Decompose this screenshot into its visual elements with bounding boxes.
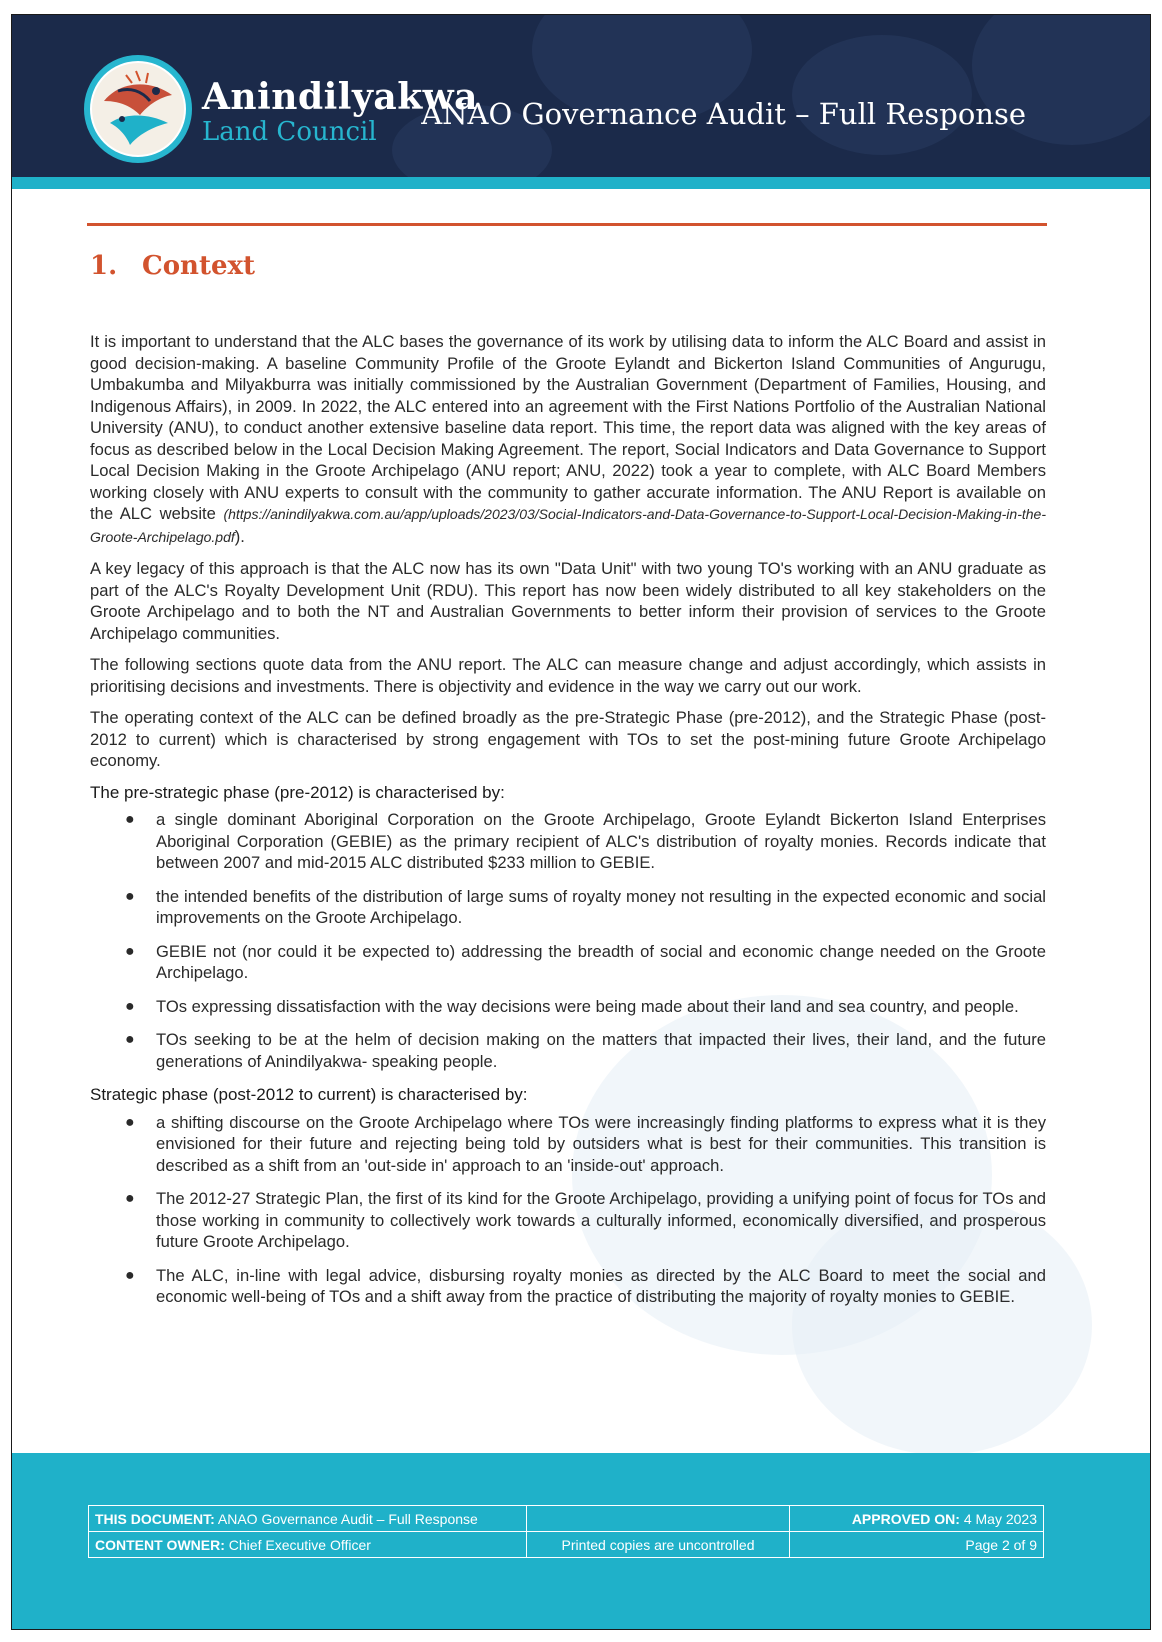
page-footer bbox=[12, 1453, 1150, 1629]
bullet-dot-icon: ● bbox=[125, 887, 135, 905]
anindilyakwa-logo-icon bbox=[84, 55, 192, 163]
bullet-dot-icon: ● bbox=[125, 942, 135, 960]
paragraph: The operating context of the ALC can be defined broadly as the pre-Strategic Phase (pre-2012), and the Strategic Phase (post-2012 to current) which is characterised by strong engagement with TOs to set the post-mining future Groote Archipelago economy. bbox=[90, 708, 1046, 770]
page-header bbox=[12, 15, 1150, 189]
strategic-heading: Strategic phase (post-2012 to current) is characterised by: bbox=[90, 1085, 528, 1104]
bullet-dot-icon: ● bbox=[125, 1266, 135, 1284]
bullet-dot-icon: ● bbox=[125, 1113, 135, 1131]
bullet-dot-icon: ● bbox=[125, 997, 135, 1015]
list-item: ● The 2012-27 Strategic Plan, the first of its kind for the Groote Archipelago, providing a unifying point of focus for TOs and those working in community to collectively work towards a culturally informed, economically diversified, and prosperous future Groote Archipelago. bbox=[125, 1189, 1046, 1251]
header-accent-bar bbox=[12, 177, 1150, 189]
approved-on-cell: APPROVED ON: 4 May 2023 bbox=[790, 1506, 1044, 1532]
document-control-table bbox=[88, 1505, 1044, 1558]
anu-report-link[interactable]: (https://anindilyakwa.com.au/app/uploads/2023/03/Social-Indicators-and-Data-Governance-to-Support-Local-Decision-Making-in-the-Groote-Archipelago.pdf bbox=[90, 506, 1046, 545]
uncontrolled-copies-cell: Printed copies are uncontrolled bbox=[527, 1532, 790, 1558]
org-subtitle: Land Council bbox=[202, 117, 377, 147]
this-document-cell: THIS DOCUMENT: ANAO Governance Audit – Full Response bbox=[89, 1506, 527, 1532]
bullet-dot-icon: ● bbox=[125, 1190, 135, 1207]
paragraph bbox=[90, 331, 1046, 548]
section-rule bbox=[87, 223, 1047, 226]
list-item: ● TOs seeking to be at the helm of decision making on the matters that impacted their lives, their land, and the future generations of Anindilyakwa- speaking people. bbox=[125, 1030, 1046, 1071]
bullet-dot-icon: ● bbox=[125, 811, 135, 828]
list-item: ● a single dominant Aboriginal Corporation on the Groote Archipelago, Groote Eylandt Bickerton Island Enterprises Aboriginal Corporation (GEBIE) as the primary recipient of ALC's distribution of royalty monies. Records indicate that between 2007 and mid-2015 ALC distributed $233 million to GEBIE. bbox=[125, 810, 1046, 872]
bullet-dot-icon: ● bbox=[125, 1031, 135, 1048]
paragraph: The following sections quote data from the ANU report. The ALC can measure change and adjust accordingly, which assists in prioritising decisions and investments. There is objectivity and evidence in the way we carry out our work. bbox=[90, 655, 1046, 696]
list-item: ● a shifting discourse on the Groote Archipelago where TOs were increasingly finding platforms to express what it is they envisioned for their future and rejecting being told by outsiders what is best for their communities. This transition is described as a shift from an 'out-side in' approach to an 'inside-out' approach. bbox=[125, 1112, 1046, 1175]
list-item: ● GEBIE not (nor could it be expected to) addressing the breadth of social and economic change needed on the Groote Archipelago. bbox=[125, 941, 1046, 982]
page-number-cell: Page 2 of 9 bbox=[790, 1532, 1044, 1558]
list-item: ● The ALC, in-line with legal advice, disbursing royalty monies as directed by the ALC Board to meet the social and economic well-being of TOs and a shift away from the practice of distributing the majority of royalty monies to GEBIE. bbox=[125, 1265, 1046, 1306]
paragraph-text-end: ). bbox=[234, 526, 245, 546]
section-heading bbox=[90, 251, 255, 281]
document-page bbox=[11, 14, 1151, 1630]
section-title: Context bbox=[142, 251, 256, 281]
document-title: ANAO Governance Audit – Full Response bbox=[421, 97, 1026, 131]
section-number: 1. bbox=[90, 251, 118, 281]
strategic-list bbox=[90, 1112, 1046, 1308]
content-owner-cell: CONTENT OWNER: Chief Executive Officer bbox=[89, 1532, 527, 1558]
org-name: Anindilyakwa bbox=[202, 76, 478, 118]
paragraph-text: It is important to understand that the ALC bases the governance of its work by utilising data to inform the ALC Board and assist in good decision-making. A baseline Community Profile of the Groote Eylandt and Bickerton Island Communities of Angurugu, Umbakumba and Milyakburra was initially commissioned by the Australian Government (Department of Families, Housing, and Indigenous Affairs), in 2009. In 2022, the ALC entered into an agreement with the First Nations Portfolio of the Australian National University (ANU), to conduct another extensive baseline data report. This time, the report data was aligned with the key areas of focus as described below in the Local Decision Making Agreement. The report, Social Indicators and Data Governance to Support Local Decision Making in the Groote Archipelago (ANU report; ANU, 2022) took a year to complete, with ALC Board Members working closely with ANU experts to consult with the community to gather accurate information. The ANU Report is available on the ALC website bbox=[90, 332, 1046, 523]
pre-strategic-heading: The pre-strategic phase (pre-2012) is characterised by: bbox=[90, 782, 505, 802]
empty-cell bbox=[527, 1506, 790, 1532]
document-body bbox=[90, 331, 1046, 1320]
list-item: ● TOs expressing dissatisfaction with the way decisions were being made about their land and sea country, and people. bbox=[125, 996, 1019, 1016]
paragraph: A key legacy of this approach is that the ALC now has its own "Data Unit" with two young TO's working with an ANU graduate as part of the ALC's Royalty Development Unit (RDU). This report has now been widely distributed to all key stakeholders on the Groote Archipelago and to both the NT and Australian Governments to better inform their provision of services to the Groote Archipelago communities. bbox=[90, 559, 1046, 643]
list-item: ● the intended benefits of the distribution of large sums of royalty money not resulting in the expected economic and social improvements on the Groote Archipelago. bbox=[125, 886, 1046, 927]
pre-strategic-list bbox=[90, 809, 1046, 1072]
